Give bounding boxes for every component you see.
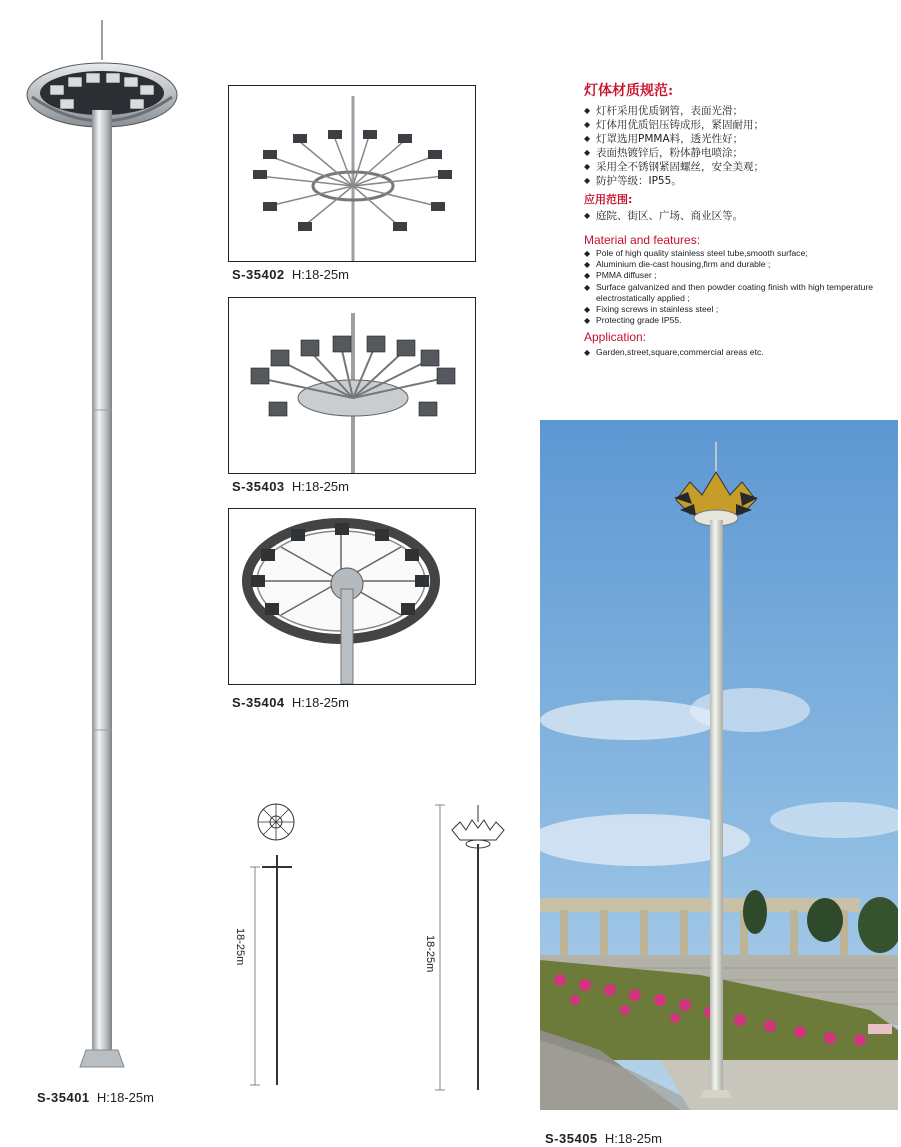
product-code: S-35404 <box>232 695 285 710</box>
list-item: ◆ 庭院、街区、广场、商业区等。 <box>584 209 894 223</box>
product-code: S-35403 <box>232 479 285 494</box>
product-image-s35404 <box>228 508 476 685</box>
caption-s35403 <box>232 479 349 494</box>
list-item: ◆ 灯体用优质铝压铸成形，紧固耐用； <box>584 118 894 132</box>
list-item: ◆ Pole of high quality stainless steel tube,smooth surface; <box>584 248 894 259</box>
product-height: H:18-25m <box>604 1131 662 1146</box>
floodlight-disc-image <box>229 509 475 684</box>
en-application-title: Application: <box>584 330 647 345</box>
list-item: ◆ 采用全不锈钢紧固螺丝，安全美观； <box>584 160 894 174</box>
product-code: S-35405 <box>545 1131 598 1146</box>
product-height: H:18-25m <box>291 267 349 282</box>
installed-mast-photo <box>540 420 898 1110</box>
list-item: ◆ Protecting grade IP55. <box>584 315 894 326</box>
list-item: ◆ Surface galvanized and then powder coating finish with high temperature electrostatically applied ; <box>584 282 894 304</box>
dimension-drawing-2 <box>430 800 510 1095</box>
cn-feature-list <box>584 104 894 188</box>
specifications <box>584 80 894 359</box>
product-height: H:18-25m <box>291 695 349 710</box>
tall-mast-light-image <box>20 15 190 1075</box>
list-item: ◆ 防护等级：IP55。 <box>584 174 894 188</box>
list-item: ◆ 灯杆采用优质钢管，表面光滑； <box>584 104 894 118</box>
product-height: H:18-25m <box>96 1090 154 1105</box>
cn-application-title: 应用范围: <box>584 193 633 206</box>
caption-s35402 <box>232 267 349 282</box>
floodlight-crown-image <box>229 298 475 473</box>
dimension-label-1: 18-25m <box>234 928 246 966</box>
caption-s35401 <box>37 1090 154 1105</box>
list-item: ◆ Garden,street,square,commercial areas etc. <box>584 347 894 358</box>
list-item: ◆ Fixing screws in stainless steel ; <box>584 304 894 315</box>
list-item: ◆ 表面热镀锌后，粉体静电喷涂； <box>584 146 894 160</box>
product-image-s35402 <box>228 85 476 262</box>
dimension-drawing-1 <box>240 795 300 1095</box>
product-code: S-35401 <box>37 1090 90 1105</box>
cn-title: 灯体材质规范: <box>584 83 674 99</box>
en-feature-list <box>584 248 894 326</box>
en-application-list <box>584 347 894 358</box>
product-image-s35403 <box>228 297 476 474</box>
caption-s35405 <box>545 1131 662 1146</box>
product-code: S-35402 <box>232 267 285 282</box>
product-height: H:18-25m <box>291 479 349 494</box>
dimension-label-2: 18-25m <box>424 935 436 973</box>
list-item: ◆ 灯罩选用PMMA料，透光性好； <box>584 132 894 146</box>
caption-s35404 <box>232 695 349 710</box>
floodlight-ring-image <box>229 86 475 261</box>
list-item: ◆ PMMA diffuser ; <box>584 270 894 281</box>
cn-application-list <box>584 209 894 223</box>
list-item: ◆ Aluminium die-cast housing,firm and durable ; <box>584 259 894 270</box>
en-title: Material and features: <box>584 233 701 247</box>
